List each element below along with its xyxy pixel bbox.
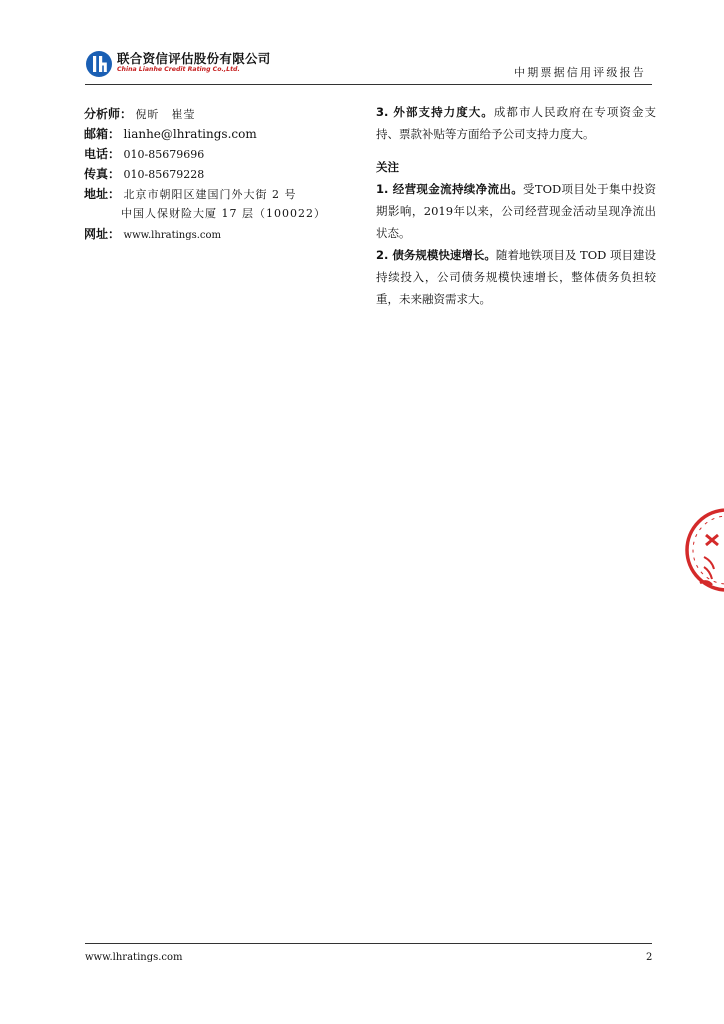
email-label: 邮箱： [84, 127, 121, 141]
company-name-en: China Lianhe Credit Rating Co.,Ltd. [117, 66, 240, 73]
concern-2-paragraph [376, 244, 656, 310]
footer-divider [85, 943, 652, 944]
phone-value: 010-85679696 [123, 148, 205, 161]
website-row [84, 224, 326, 244]
analyst-value: 倪昕 崔莹 [135, 108, 196, 121]
report-type: 中期票据信用评级报告 [514, 66, 646, 79]
address-row-2 [84, 204, 326, 224]
lh-logo-icon [85, 50, 113, 78]
website-link[interactable]: www.lhratings.com [123, 230, 222, 241]
support-text: 成都市人民政府在专项资金支持、票款补贴等方面给予公司支持力度大。 [376, 105, 657, 141]
concern-1-heading: 1. 经营现金流持续净流出。 [376, 182, 524, 196]
fax-label: 传真： [84, 167, 121, 181]
concern-1-text: 受TOD项目处于集中投资期影响，2019年以来，公司经营现金活动呈现净流出状态。 [376, 182, 656, 240]
concern-2-heading: 2. 债务规模快速增长。 [376, 248, 496, 262]
footer-url[interactable]: www.lhratings.com [85, 952, 183, 963]
page-header [85, 46, 652, 84]
analyst-row [84, 104, 326, 124]
address-line-2: 中国人保财险大厦 17 层（100022） [121, 207, 326, 220]
analyst-label: 分析师： [84, 107, 133, 121]
support-paragraph [376, 101, 656, 145]
support-heading: 3. 外部支持力度大。 [376, 105, 494, 119]
website-label: 网址： [84, 227, 121, 241]
company-name-cn: 联合资信评估股份有限公司 [117, 51, 271, 66]
address-line-1: 北京市朝阳区建国门外大街 2 号 [123, 188, 297, 201]
company-logo [85, 50, 113, 82]
header-divider [85, 84, 652, 85]
address-label: 地址： [84, 187, 121, 201]
email-link[interactable]: lianhe@lhratings.com [123, 127, 257, 141]
contact-block [84, 104, 326, 244]
concerns-title: 关注 [376, 160, 399, 174]
content-column [376, 101, 656, 310]
phone-row [84, 144, 326, 164]
red-company-seal-icon [682, 505, 724, 595]
phone-label: 电话： [84, 147, 121, 161]
fax-row [84, 164, 326, 184]
page-number: 2 [646, 952, 653, 963]
email-row [84, 124, 326, 144]
concern-2-text: 随着地铁项目及 TOD 项目建设持续投入，公司债务规模快速增长，整体债务负担较重，未来融资需求大。 [376, 248, 657, 306]
concern-1-paragraph [376, 178, 656, 244]
address-row [84, 184, 326, 204]
fax-value: 010-85679228 [123, 168, 205, 181]
